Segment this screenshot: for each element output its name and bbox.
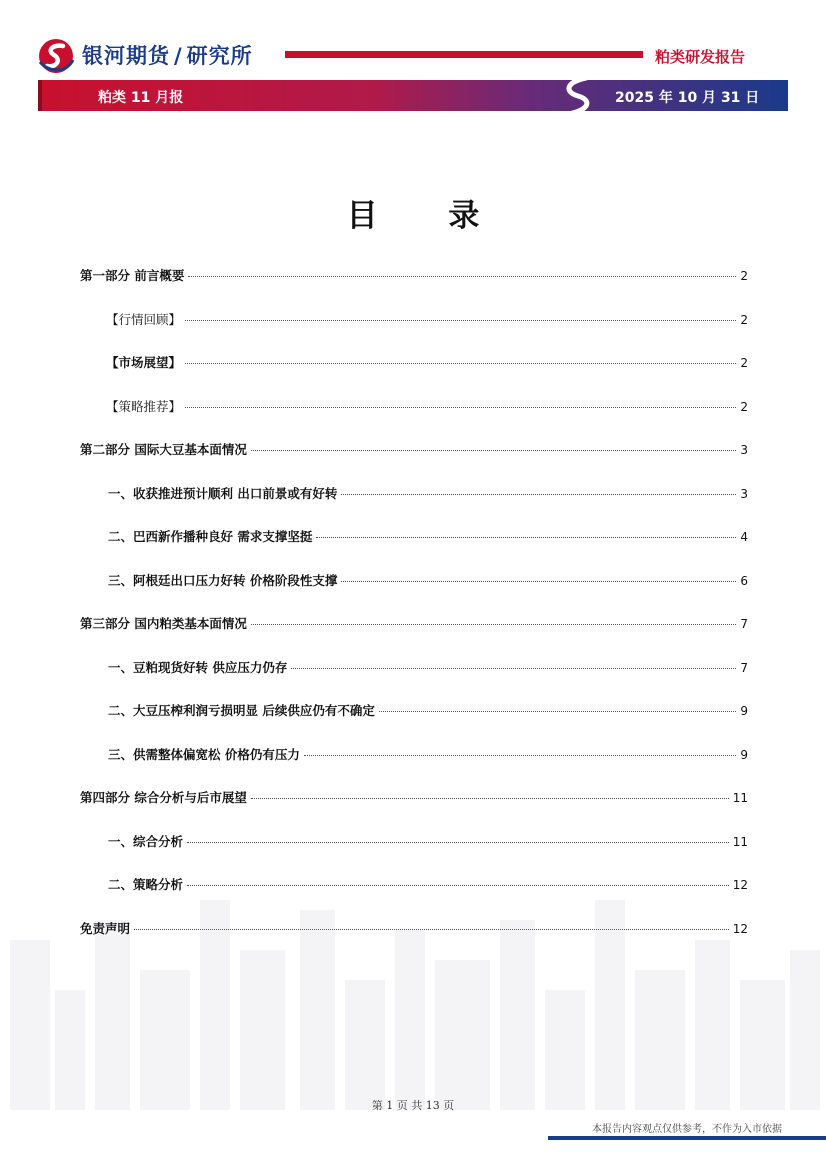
toc-leader-dots bbox=[251, 624, 737, 625]
toc-entry-label: 三、阿根廷出口压力好转 价格阶段性支撑 bbox=[108, 572, 338, 588]
brand-name bbox=[82, 40, 253, 70]
toc-entry-page: 9 bbox=[740, 747, 748, 762]
toc-entry[interactable] bbox=[108, 745, 748, 765]
toc-leader-dots bbox=[341, 581, 736, 582]
toc-entry-label: 二、大豆压榨利润亏损明显 后续供应仍有不确定 bbox=[108, 703, 375, 718]
toc-entry-label: 【策略推荐】 bbox=[106, 398, 182, 414]
toc-entry-label: 一、综合分析 bbox=[108, 833, 184, 849]
header-banner bbox=[38, 80, 788, 111]
toc-entry-page: 11 bbox=[732, 791, 748, 805]
toc-entry-page: 9 bbox=[740, 704, 748, 718]
toc-entry[interactable] bbox=[80, 266, 748, 286]
toc-entry-page: 4 bbox=[740, 530, 748, 544]
toc-entry-label: 二、策略分析 bbox=[108, 877, 184, 892]
brand-company: 银河期货 bbox=[82, 44, 170, 68]
toc-leader-dots bbox=[185, 407, 736, 408]
toc-entry[interactable] bbox=[108, 701, 748, 721]
toc-entry-page: 12 bbox=[732, 878, 748, 892]
toc-entry-label: 第三部分 国内粕类基本面情况 bbox=[80, 616, 247, 631]
toc-entry-label: 二、巴西新作播种良好 需求支撑坚挺 bbox=[108, 529, 313, 544]
toc-entry-label: 第二部分 国际大豆基本面情况 bbox=[80, 442, 247, 457]
toc-entry[interactable] bbox=[108, 527, 748, 547]
skyline-watermark bbox=[0, 880, 826, 1110]
toc-entry-label: 【市场展望】 bbox=[106, 355, 182, 370]
toc-entry-page: 12 bbox=[732, 921, 748, 936]
toc-entry-label: 第四部分 综合分析与后市展望 bbox=[80, 790, 247, 805]
toc-leader-dots bbox=[341, 494, 736, 495]
toc-entry[interactable] bbox=[80, 788, 748, 808]
toc-leader-dots bbox=[251, 450, 737, 451]
toc-entry[interactable] bbox=[80, 919, 748, 939]
toc-entry[interactable] bbox=[106, 310, 748, 330]
toc-leader-dots bbox=[185, 320, 736, 321]
toc-entry-label: 第一部分 前言概要 bbox=[80, 268, 185, 283]
toc-entry-page: 6 bbox=[740, 573, 748, 588]
toc-entry-page: 2 bbox=[740, 312, 748, 327]
toc-entry-page: 3 bbox=[740, 486, 748, 501]
toc-entry-page: 3 bbox=[740, 443, 748, 457]
galaxy-logo-icon bbox=[36, 36, 76, 76]
toc-entry[interactable] bbox=[108, 658, 748, 678]
toc-entry-page: 11 bbox=[732, 834, 748, 849]
toc-leader-dots bbox=[251, 798, 729, 799]
toc-entry-label: 一、收获推进预计顺利 出口前景或有好转 bbox=[108, 485, 338, 501]
footer-disclaimer: 本报告内容观点仅供参考，不作为入市依据 bbox=[592, 1124, 782, 1135]
toc-leader-dots bbox=[187, 842, 729, 843]
toc-entry-label: 【行情回顾】 bbox=[106, 311, 182, 327]
toc-entry[interactable] bbox=[106, 397, 748, 417]
toc-entry[interactable] bbox=[106, 353, 748, 373]
toc-leader-dots bbox=[134, 929, 729, 930]
toc-leader-dots bbox=[187, 885, 729, 886]
page-indicator: 第 1 页 共 13 页 bbox=[371, 1099, 455, 1112]
toc-entry[interactable] bbox=[108, 571, 748, 591]
toc-entry-page: 2 bbox=[740, 269, 748, 283]
toc-entry[interactable] bbox=[80, 614, 748, 634]
toc-leader-dots bbox=[291, 668, 736, 669]
toc-leader-dots bbox=[185, 363, 736, 364]
toc-entry-page: 2 bbox=[740, 399, 748, 414]
toc-leader-dots bbox=[316, 537, 736, 538]
report-type: 粕类研发报告 bbox=[655, 48, 746, 66]
report-header bbox=[0, 0, 826, 120]
brand-department: 研究所 bbox=[186, 44, 253, 68]
toc-entry[interactable] bbox=[80, 440, 748, 460]
banner-report-name: 粕类 11 月报 bbox=[98, 90, 184, 106]
brand-slash: / bbox=[174, 44, 183, 68]
toc-title: 目 录 bbox=[346, 198, 510, 234]
banner-report-date: 2025 年 10 月 31 日 bbox=[615, 90, 760, 106]
toc-entry-label: 三、供需整体偏宽松 价格仍有压力 bbox=[108, 746, 300, 762]
header-divider bbox=[285, 51, 643, 58]
toc-leader-dots bbox=[304, 755, 737, 756]
toc-entry-page: 7 bbox=[740, 660, 748, 675]
footer-divider bbox=[548, 1136, 826, 1140]
toc-leader-dots bbox=[188, 276, 736, 277]
toc-entry-page: 7 bbox=[740, 617, 748, 631]
toc-entry[interactable] bbox=[108, 875, 748, 895]
toc-entry[interactable] bbox=[108, 484, 748, 504]
toc-entry[interactable] bbox=[108, 832, 748, 852]
toc-entry-page: 2 bbox=[740, 356, 748, 370]
toc-leader-dots bbox=[379, 711, 737, 712]
toc-entry-label: 一、豆粕现货好转 供应压力仍存 bbox=[108, 659, 288, 675]
toc-entry-label: 免责声明 bbox=[80, 920, 131, 936]
